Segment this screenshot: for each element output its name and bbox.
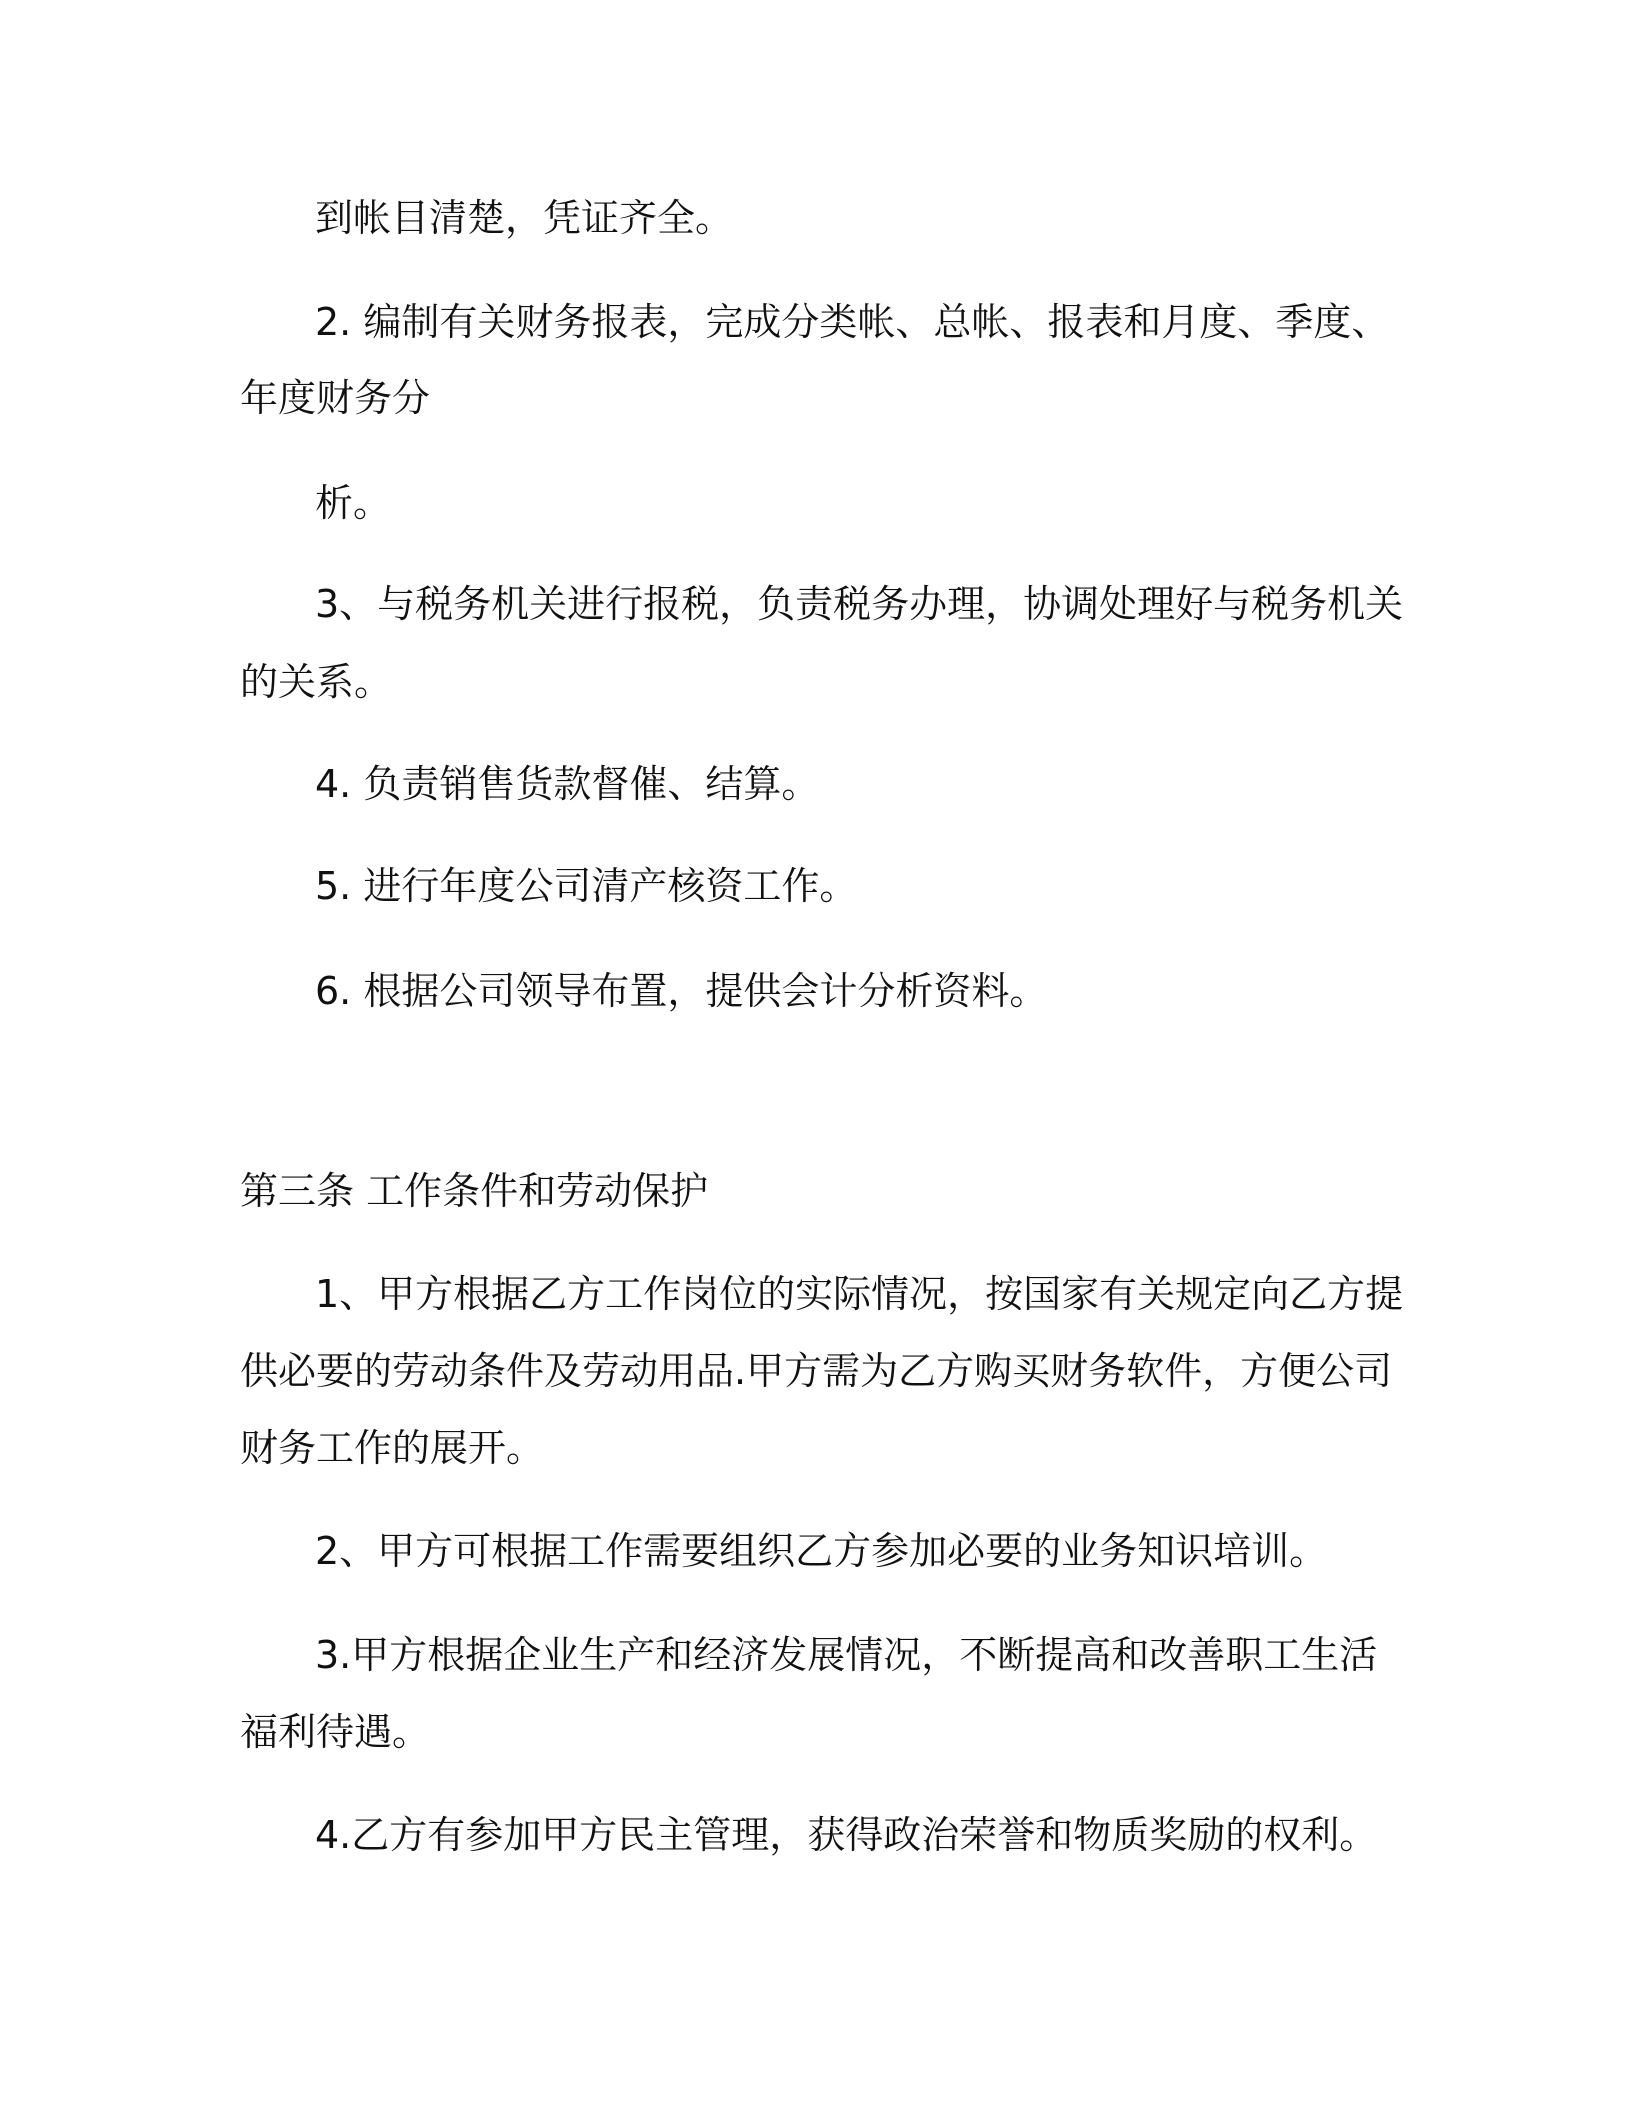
section3-item3-line1: 3.甲方根据企业生产和经济发展情况，不断提高和改善职工生活 — [315, 1633, 1378, 1677]
item1-continuation: 到帐目清楚，凭证齐全。 — [315, 196, 734, 240]
section3-item1-line3: 财务工作的展开。 — [240, 1426, 545, 1470]
section3-item4: 4.乙方有参加甲方民主管理，获得政治荣誉和物质奖励的权利。 — [315, 1813, 1378, 1857]
section3-heading: 第三条 工作条件和劳动保护 — [240, 1169, 709, 1213]
item6: 6. 根据公司领导布置，提供会计分析资料。 — [315, 969, 1048, 1013]
item2-line3: 析。 — [315, 481, 392, 525]
item2-line1: 2. 编制有关财务报表，完成分类帐、总帐、报表和月度、季度、 — [315, 300, 1390, 344]
item2-line2: 年度财务分 — [240, 376, 431, 420]
item5: 5. 进行年度公司清产核资工作。 — [315, 864, 858, 908]
item3-line2: 的关系。 — [240, 660, 393, 704]
item3-line1: 3、与税务机关进行报税，负责税务办理，协调处理好与税务机关 — [315, 582, 1404, 626]
section3-item2: 2、甲方可根据工作需要组织乙方参加必要的业务知识培训。 — [315, 1529, 1328, 1573]
section3-item3-line2: 福利待遇。 — [240, 1710, 431, 1754]
item4: 4. 负责销售货款督催、结算。 — [315, 762, 820, 806]
section3-item1-line2: 供必要的劳动条件及劳动用品.甲方需为乙方购买财务软件，方便公司 — [240, 1349, 1393, 1393]
section3-item1-line1: 1、甲方根据乙方工作岗位的实际情况，按国家有关规定向乙方提 — [315, 1272, 1404, 1316]
